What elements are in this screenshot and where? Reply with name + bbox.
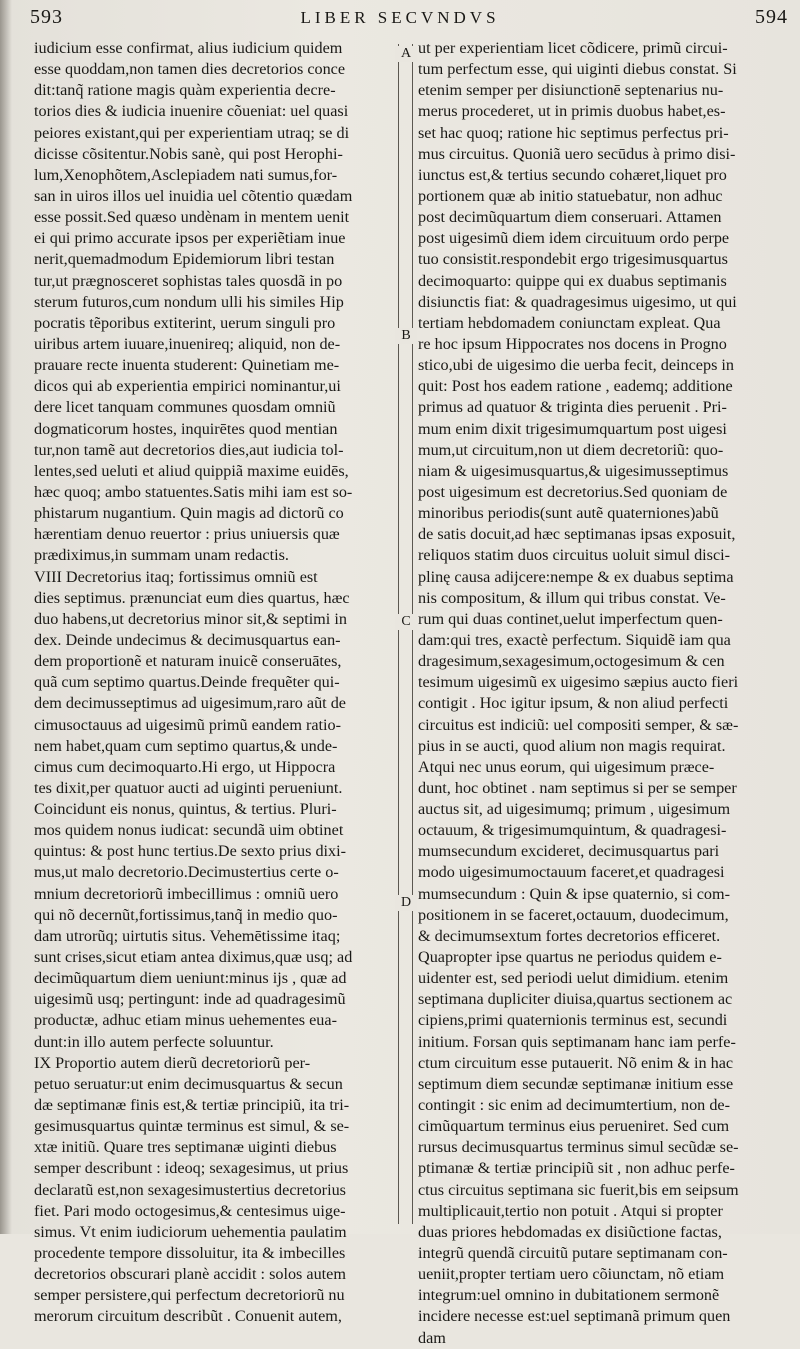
- text-line: nerit,quemadmodum Epidemiorum libri testan: [34, 250, 335, 269]
- text-line: integrũ quendã circuitũ putare septimanam con-: [418, 1244, 728, 1263]
- text-line: pocratis tẽporibus extiterint, uerum singuli pro: [34, 313, 336, 332]
- text-line: decimũquartum diem ueniunt:minus ijs , quæ ad: [34, 969, 347, 988]
- text-line: multiplicauit,tertio non potuit . Atqui si propter: [418, 1201, 723, 1220]
- text-line: merus procederet, ut in primis duobus habet,es-: [418, 102, 726, 121]
- text-line: dicos qui ab experientia empirici nominantur,ui: [34, 377, 341, 396]
- text-line: phistarum nugantium. Quin magis ad dictorũ co: [34, 504, 344, 523]
- text-line: primus ad quatuor & triginta dies peruenit . Pri-: [418, 398, 727, 417]
- text-line: declaratũ est,non sexagesimustertius decretorius: [34, 1180, 346, 1199]
- text-line: mumsecundum : Quin & ipse quaternio, si com-: [418, 884, 731, 903]
- text-line: productæ, adhuc etiam minus uehementes eua-: [34, 1011, 337, 1030]
- text-line: nis compositum, & illum qui tribus constat. Ve-: [418, 588, 726, 607]
- text-line: dragesimum,sexagesimum,octogesimum & cen: [418, 652, 725, 671]
- text-line: tur,ut prægnosceret sophistas tales quosdã in po: [34, 271, 343, 290]
- text-line: dex. Deinde undecimus & decimusquartus ean-: [34, 630, 341, 649]
- text-line: pius in se aucti, quod alium non magis requirat.: [418, 736, 726, 755]
- text-line: mos quidem nonus iudicat: secundã uim obtinet: [34, 821, 344, 840]
- text-line: re hoc ipsum Hippocrates nos docens in Progno: [418, 334, 727, 353]
- text-line: dunt, hoc obtinet . nam septimus si per se semper: [418, 778, 737, 797]
- text-line: dit:tanq̃ ratione magis quàm experientia decre-: [34, 81, 336, 100]
- text-line: Coincidunt eis nonus, quintus, & tertius. Pluri-: [34, 800, 337, 819]
- text-line: dæ septimanæ finis est,& tertiæ principiũ, ita tri-: [34, 1096, 350, 1115]
- text-line: cimũquartum terminus eius perueniret. Sed cum: [418, 1117, 730, 1136]
- text-line: ctus circuitus septimana sic fuerit,bis em seipsum: [418, 1180, 739, 1199]
- text-line: post uigesimum est decretorius.Sed quoniam de: [418, 482, 728, 501]
- text-line: ctum circuitum esse putauerit. Nõ enim & in hac: [418, 1053, 734, 1072]
- text-line: nem habet,quam cum septimo quartus,& unde-: [34, 736, 338, 755]
- text-line: mnium decretoriorũ imbecillimus : omniũ uero: [34, 884, 339, 903]
- text-line: ut per experientiam licet cõdicere, primũ circui-: [418, 39, 728, 57]
- text-line: hæc quoq; ambo statuentes.Satis mihi iam est so-: [34, 482, 353, 501]
- text-line: esse possit.Sed quæso undènam in mentem uenit: [34, 208, 350, 227]
- text-line: contingit : sic enim ad decimumtertium, non de-: [418, 1096, 730, 1115]
- text-line: niam & uigesimusquartus,& uigesimusseptimus: [418, 461, 729, 480]
- right-text-column: [418, 38, 782, 1349]
- text-line: dam: [418, 1328, 446, 1347]
- margin-letter-c: C: [395, 614, 417, 630]
- text-line: initium. Forsan quis septimanam hanc iam perfe-: [418, 1032, 736, 1051]
- text-line: merorum circuitum describũt . Conuenit autem,: [34, 1307, 342, 1326]
- text-line: dem decimusseptimus ad uigesimum,raro aũt de: [34, 694, 346, 713]
- text-line: mumsecundum excideret, decimusquartus pari: [418, 842, 720, 861]
- text-line: uiribus artem iuuare,inuenireq; aliquid, non de-: [34, 334, 341, 353]
- text-line: de satis docuit,ad hæc septimanas ipsas exposuit,: [418, 525, 736, 544]
- left-page-number: 593: [30, 6, 63, 28]
- margin-letter-a: A: [395, 46, 417, 62]
- text-line: mum,ut circuitum,non ut diem decretoriũ: quo-: [418, 440, 724, 459]
- text-line: rum qui duas continet,uelut imperfectum quen-: [418, 609, 723, 628]
- text-line: sunt crises,sicut etiam antea diximus,quæ usq; ad: [34, 948, 353, 967]
- text-line: mum enim dixit trigesimumquartum post uigesi: [418, 419, 727, 438]
- text-line: quit: Post hos eadem ratione , eademq; additione: [418, 377, 733, 396]
- text-line: dicisse cõsitentur.Nobis sanè, qui post Herophi-: [34, 144, 343, 163]
- text-line: Quapropter ipse quartus ne periodus quidem e-: [418, 948, 722, 967]
- text-line: semper persistere,qui perfectum decretoriorũ nu: [34, 1286, 345, 1305]
- text-line: uigesimũ usq; pertingunt: inde ad quadragesimũ: [34, 990, 346, 1009]
- text-line: peiores existant,qui per experientiam utraq; se di: [34, 123, 350, 142]
- text-line: gesimusquartus quintæ terminus est simul, & se-: [34, 1117, 350, 1136]
- text-line: tum perfectum esse, qui uiginti diebus constat. Si: [418, 60, 737, 79]
- text-line: decretorios obscurari planè accidit : solos autem: [34, 1265, 346, 1284]
- text-line: dere licet tanquam communes quosdam omniũ: [34, 398, 336, 417]
- binding-shadow: [0, 0, 12, 1234]
- text-line: post uigesimũ diem idem circuituum ordo perpe: [418, 229, 730, 248]
- text-line: plinę causa adijcere:nempe & ex duabus septima: [418, 567, 734, 586]
- text-line: mus,ut malo decretorio.Decimustertius certe o-: [34, 863, 339, 882]
- text-line: iunctus est,& tertius secundo cohæret,liquet pro: [418, 165, 727, 184]
- right-page-number: 594: [755, 6, 788, 28]
- text-line: torios dies & iudicia inuenire cõueniat: uel quasi: [34, 102, 349, 121]
- text-line: iudicium esse confirmat, alius iudicium quidem: [34, 39, 343, 57]
- text-line: tes dixit,per quatuor aucti ad uiginti perueniunt.: [34, 778, 343, 797]
- text-line: rursus decimusquartus terminus simul secũdæ se-: [418, 1138, 739, 1157]
- text-line: quã cum septimo quartus.Deinde frequẽter qui-: [34, 673, 340, 692]
- text-line: modo uigesimumoctauum faceret,et quadragesi: [418, 863, 725, 882]
- text-line: san in uiros illos uel inuidia uel cõtentio quædam: [34, 186, 353, 205]
- text-line: septimana dupliciter diuisa,quartus sectionem ac: [418, 990, 733, 1009]
- text-line: dogmaticorum hostes, inquirētes quod mentian: [34, 419, 338, 438]
- text-line: esse quoddam,non tamen dies decretorios conce: [34, 60, 346, 79]
- text-line: quintus: & post hunc tertius.De sexto prius dixi-: [34, 842, 347, 861]
- text-line: contigit . Hoc igitur ipsum, & non aliud perfecti: [418, 694, 729, 713]
- text-line: circuitus est indiciũ: uel compositi semper, & sæ-: [418, 715, 739, 734]
- text-line: duo habens,ut decretorius minor sit,& septimi in: [34, 609, 347, 628]
- text-line: cimusoctauus ad uigesimũ primũ eandem ratio-: [34, 715, 342, 734]
- text-line: etenim semper per disiunctionē septenarius nu-: [418, 81, 724, 100]
- text-line: post decimũquartum diem conseruari. Attamen: [418, 208, 722, 227]
- text-line: tuo consistit.respondebit ergo trigesimusquartus: [418, 250, 728, 269]
- text-line: procedente tempore dissoluitur, ita & imbecilles: [34, 1244, 346, 1263]
- text-line: petuo seruatur:ut enim decimusquartus & secun: [34, 1074, 343, 1093]
- text-line: minoribus periodis(sunt autẽ quaterniones)abũ: [418, 504, 719, 523]
- text-line: decimoquarto: quippe qui ex duabus septimanis: [418, 271, 727, 290]
- text-line: set hac quoq; ratione hic septimus perfectus pri-: [418, 123, 729, 142]
- text-line: cipiens,primi quaternionis terminus est, secundi: [418, 1011, 728, 1030]
- text-line: dem proportionẽ et naturam inuicẽ conseruātes,: [34, 652, 342, 671]
- text-line: septimum diem secundæ septimanæ initium esse: [418, 1074, 734, 1093]
- text-line: VIII Decretorius itaq; fortissimus omniũ est: [34, 567, 318, 586]
- text-line: stico,ubi de uigesimo die uerba fecit, deinceps in: [418, 356, 735, 375]
- text-line: lum,Xenophõtem,Asclepiadem nati sumus,for-: [34, 165, 338, 184]
- text-line: auctus sit, ad uigesimumq; primum , uigesimum: [418, 800, 731, 819]
- left-text-column: [34, 38, 394, 1328]
- margin-letter-d: D: [395, 895, 417, 911]
- text-line: dam:qui tres, exactè perfectum. Siquidẽ iam qua: [418, 630, 731, 649]
- text-line: & decimumsextum fortes decretorios efficeret.: [418, 926, 721, 945]
- text-line: IX Proportio autem dierũ decretoriorũ per-: [34, 1053, 311, 1072]
- text-line: reliquos statim duos circuitus uoluit simul disci-: [418, 546, 731, 565]
- text-line: simus. Vt enim iudiciorum uehementia paulatim: [34, 1222, 347, 1241]
- text-line: uidenter est, sed periodi uelut dimidium. etenim: [418, 969, 729, 988]
- text-line: qui nõ decernũt,fortissimus,tanq̃ in medio quo-: [34, 905, 338, 924]
- text-line: fiet. Pari modo octogesimus,& centesimus uige-: [34, 1201, 346, 1220]
- text-line: hærentiam denuo reuertor : prius uniuersis quæ: [34, 525, 340, 544]
- text-line: positionem in se faceret,octauum, duodecimum,: [418, 905, 729, 924]
- text-line: prædiximus,in summam unam redactis.: [34, 546, 289, 565]
- text-line: portionem quæ ab initio statuebatur, non adhuc: [418, 186, 723, 205]
- text-line: xtæ initiũ. Quare tres septimanæ uiginti diebus: [34, 1138, 337, 1157]
- column-rule-left: [398, 44, 399, 1224]
- text-line: Atqui nec unus eorum, qui uigesimum præce-: [418, 757, 715, 776]
- column-rule-right: [412, 44, 413, 1224]
- text-line: prauare recte inuenta studerent: Quinetiam me-: [34, 356, 340, 375]
- text-line: duas priores hebdomadas ex disiũctione factas,: [418, 1222, 722, 1241]
- text-line: dies septimus. prænunciat eum dies quartus, hæc: [34, 588, 350, 607]
- text-line: disiunctis fiat: & quadragesimus uigesimo, ut qui: [418, 292, 737, 311]
- text-line: ueniit,propter tertiam uero cõiunctam, nõ etiam: [418, 1265, 725, 1284]
- text-line: tertiam hebdomadem coniunctam expleat. Qua: [418, 313, 721, 332]
- text-line: octauum, & trigesimumquintum, & quadragesi-: [418, 821, 727, 840]
- text-line: semper describunt : ideoq; sexagesimus, ut prius: [34, 1159, 349, 1178]
- margin-letter-b: B: [395, 328, 417, 344]
- text-line: tesimum uigesimũ ex uigesimo sæpius aucto fieri: [418, 673, 739, 692]
- text-line: dunt:in illo autem perfecte soluuntur.: [34, 1032, 274, 1051]
- text-line: ei qui primo accurate ipsos per experiẽtiam inue: [34, 229, 346, 248]
- text-line: lentes,sed ueluti et aliud quippiã maxime euidēs,: [34, 461, 349, 480]
- text-line: ptimanæ & tertiæ principiũ sit , non adhuc perfe-: [418, 1159, 735, 1178]
- text-line: mus circuitus. Quoniã uero secūdus à primo disi-: [418, 144, 736, 163]
- text-line: tur,non tamẽ aut decretorios dies,aut iudicia tol-: [34, 440, 344, 459]
- text-line: cimus cum decimoquarto.Hi ergo, ut Hippocra: [34, 757, 336, 776]
- text-line: integrum:uel omnino in dubitationem sermonẽ: [418, 1286, 720, 1305]
- text-line: sterum futuros,cum nondum ulli his similes Hip: [34, 292, 344, 311]
- text-line: dam utrorũq; uirtutis situs. Vehemētissime itaq;: [34, 926, 341, 945]
- text-line: incidere necesse est:uel septimanã primum quen: [418, 1307, 731, 1326]
- running-title: LIBER SECVNDVS: [300, 8, 500, 27]
